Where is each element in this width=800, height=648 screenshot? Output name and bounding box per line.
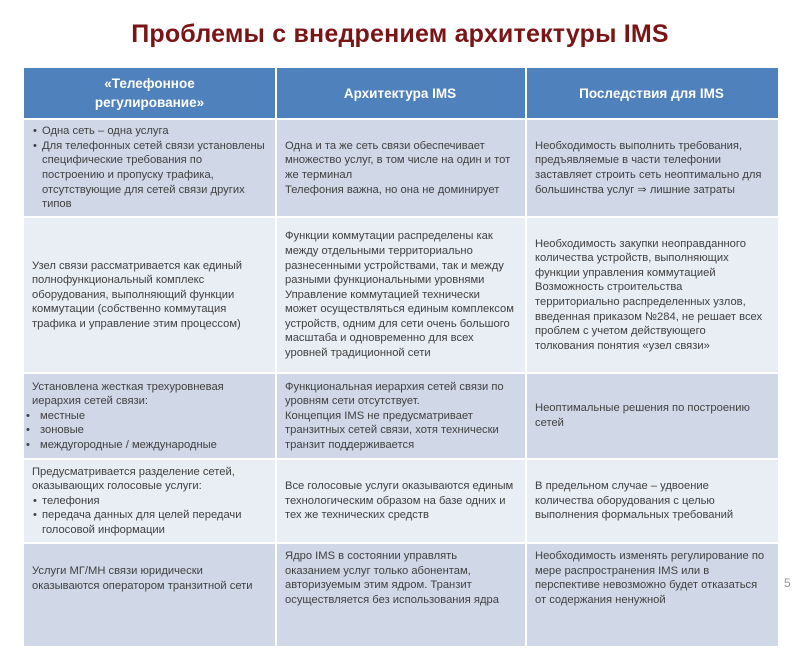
cell-text: Все голосовые услуги оказываются единым технологическим образом на базе одних и тех же технических средств bbox=[285, 480, 514, 522]
list-item: • телефония bbox=[32, 494, 265, 509]
table-cell bbox=[23, 119, 276, 217]
list-item: • Для телефонных сетей связи установлены специфические требования по построению и пропуску трафика, отсутствующие для сетей связи других типов bbox=[32, 139, 265, 212]
list-item: • местные bbox=[32, 409, 265, 424]
table-cell bbox=[23, 217, 276, 373]
table-cell bbox=[23, 459, 276, 543]
table-cell bbox=[276, 459, 526, 543]
table-row bbox=[23, 459, 779, 543]
cell-text: Услуги МГ/МН связи юридически оказываются оператором транзитной сети bbox=[32, 565, 253, 592]
cell-text: Концепция IMS не предусматривает транзитных сетей связи, хотя технически транзит поддерживается bbox=[285, 409, 499, 451]
list-item: • передача данных для целей передачи голосовой информации bbox=[32, 508, 265, 537]
table-cell bbox=[526, 217, 779, 373]
cell-text: Предусматривается разделение сетей, оказывающих голосовые услуги: bbox=[32, 465, 235, 493]
slide-title: Проблемы с внедрением архитектуры IMS bbox=[131, 20, 669, 48]
cell-text: В предельном случае – удвоение количества оборудования с целью выполнения формальных требований bbox=[535, 480, 734, 522]
cell-text: Неоптимальные решения по построению сетей bbox=[535, 402, 750, 429]
list-item: • Одна сеть – одна услуга bbox=[32, 124, 265, 139]
table-cell bbox=[276, 373, 526, 459]
table-header-row bbox=[23, 67, 779, 119]
table-cell bbox=[23, 373, 276, 459]
table-cell bbox=[276, 119, 526, 217]
table-cell bbox=[526, 373, 779, 459]
cell-text: Установлена жесткая трехуровневая иерархия сетей связи: bbox=[32, 380, 224, 408]
cell-text: Ядро IMS в состоянии управлять оказанием услуг только абонентам, авторизуемым этим ядром. Транзит осуществляется без использования ядра bbox=[285, 550, 499, 606]
table-row bbox=[23, 373, 779, 459]
cell-text: Функции коммутации распределены как между отдельными территориально разнесенными устройствами, так и между разными функциональными уровнями bbox=[285, 230, 504, 287]
list-item: • междугородные / международные bbox=[32, 438, 265, 453]
comparison-table bbox=[22, 66, 780, 648]
table-cell bbox=[526, 119, 779, 217]
cell-text: Функциональная иерархия сетей связи по уровням сети отсутствует. bbox=[285, 380, 504, 408]
header-ims-architecture: Архитектура IMS bbox=[276, 67, 526, 119]
cell-text: Необходимость изменять регулирование по мере распространения IMS или в перспективе невозможно будет отказаться от содержания ненужной bbox=[535, 550, 765, 606]
cell-text: Одна и та же сеть связи обеспечивает множество услуг, в том числе на один и тот же терминал bbox=[285, 139, 511, 181]
table-cell bbox=[276, 543, 526, 647]
cell-text: Управление коммутацией технически может осуществляться единым комплексом устройств, одним для сети очень большого масштаба и одновременно для всех уровней традиционной сети bbox=[285, 288, 514, 360]
table-cell bbox=[526, 543, 779, 647]
table-row bbox=[23, 543, 779, 647]
table-cell bbox=[526, 459, 779, 543]
cell-text: Необходимость закупки неоправданного количества устройств, выполняющих функции управления коммутацией bbox=[535, 237, 746, 279]
table-row bbox=[23, 119, 779, 217]
list-item: • зоновые bbox=[32, 423, 265, 438]
cell-text: Узел связи рассматривается как единый полнофункциональный комплекс оборудования, выполняющий функции коммутации (собственно коммутация трафика и управление этим процессом) bbox=[32, 259, 243, 330]
table-row bbox=[23, 217, 779, 373]
page-number: 5 bbox=[784, 576, 791, 590]
header-telephone-regulation: «Телефонное регулирование» bbox=[23, 67, 276, 119]
table-cell bbox=[23, 543, 276, 647]
cell-text: Необходимость выполнить требования, предъявляемые в части телефонии заставляет строить сеть неоптимально для большинства услуг ⇒ лишние затраты bbox=[535, 139, 762, 196]
header-ims-consequences: Последствия для IMS bbox=[526, 67, 779, 119]
cell-text: Возможность строительства территориально распределенных узлов, введенная приказом №284, не решает всех проблем с учетом действующего толкования понятия «узел связи» bbox=[535, 281, 763, 352]
table-cell bbox=[276, 217, 526, 373]
cell-text: Телефония важна, но она не доминирует bbox=[285, 183, 500, 196]
